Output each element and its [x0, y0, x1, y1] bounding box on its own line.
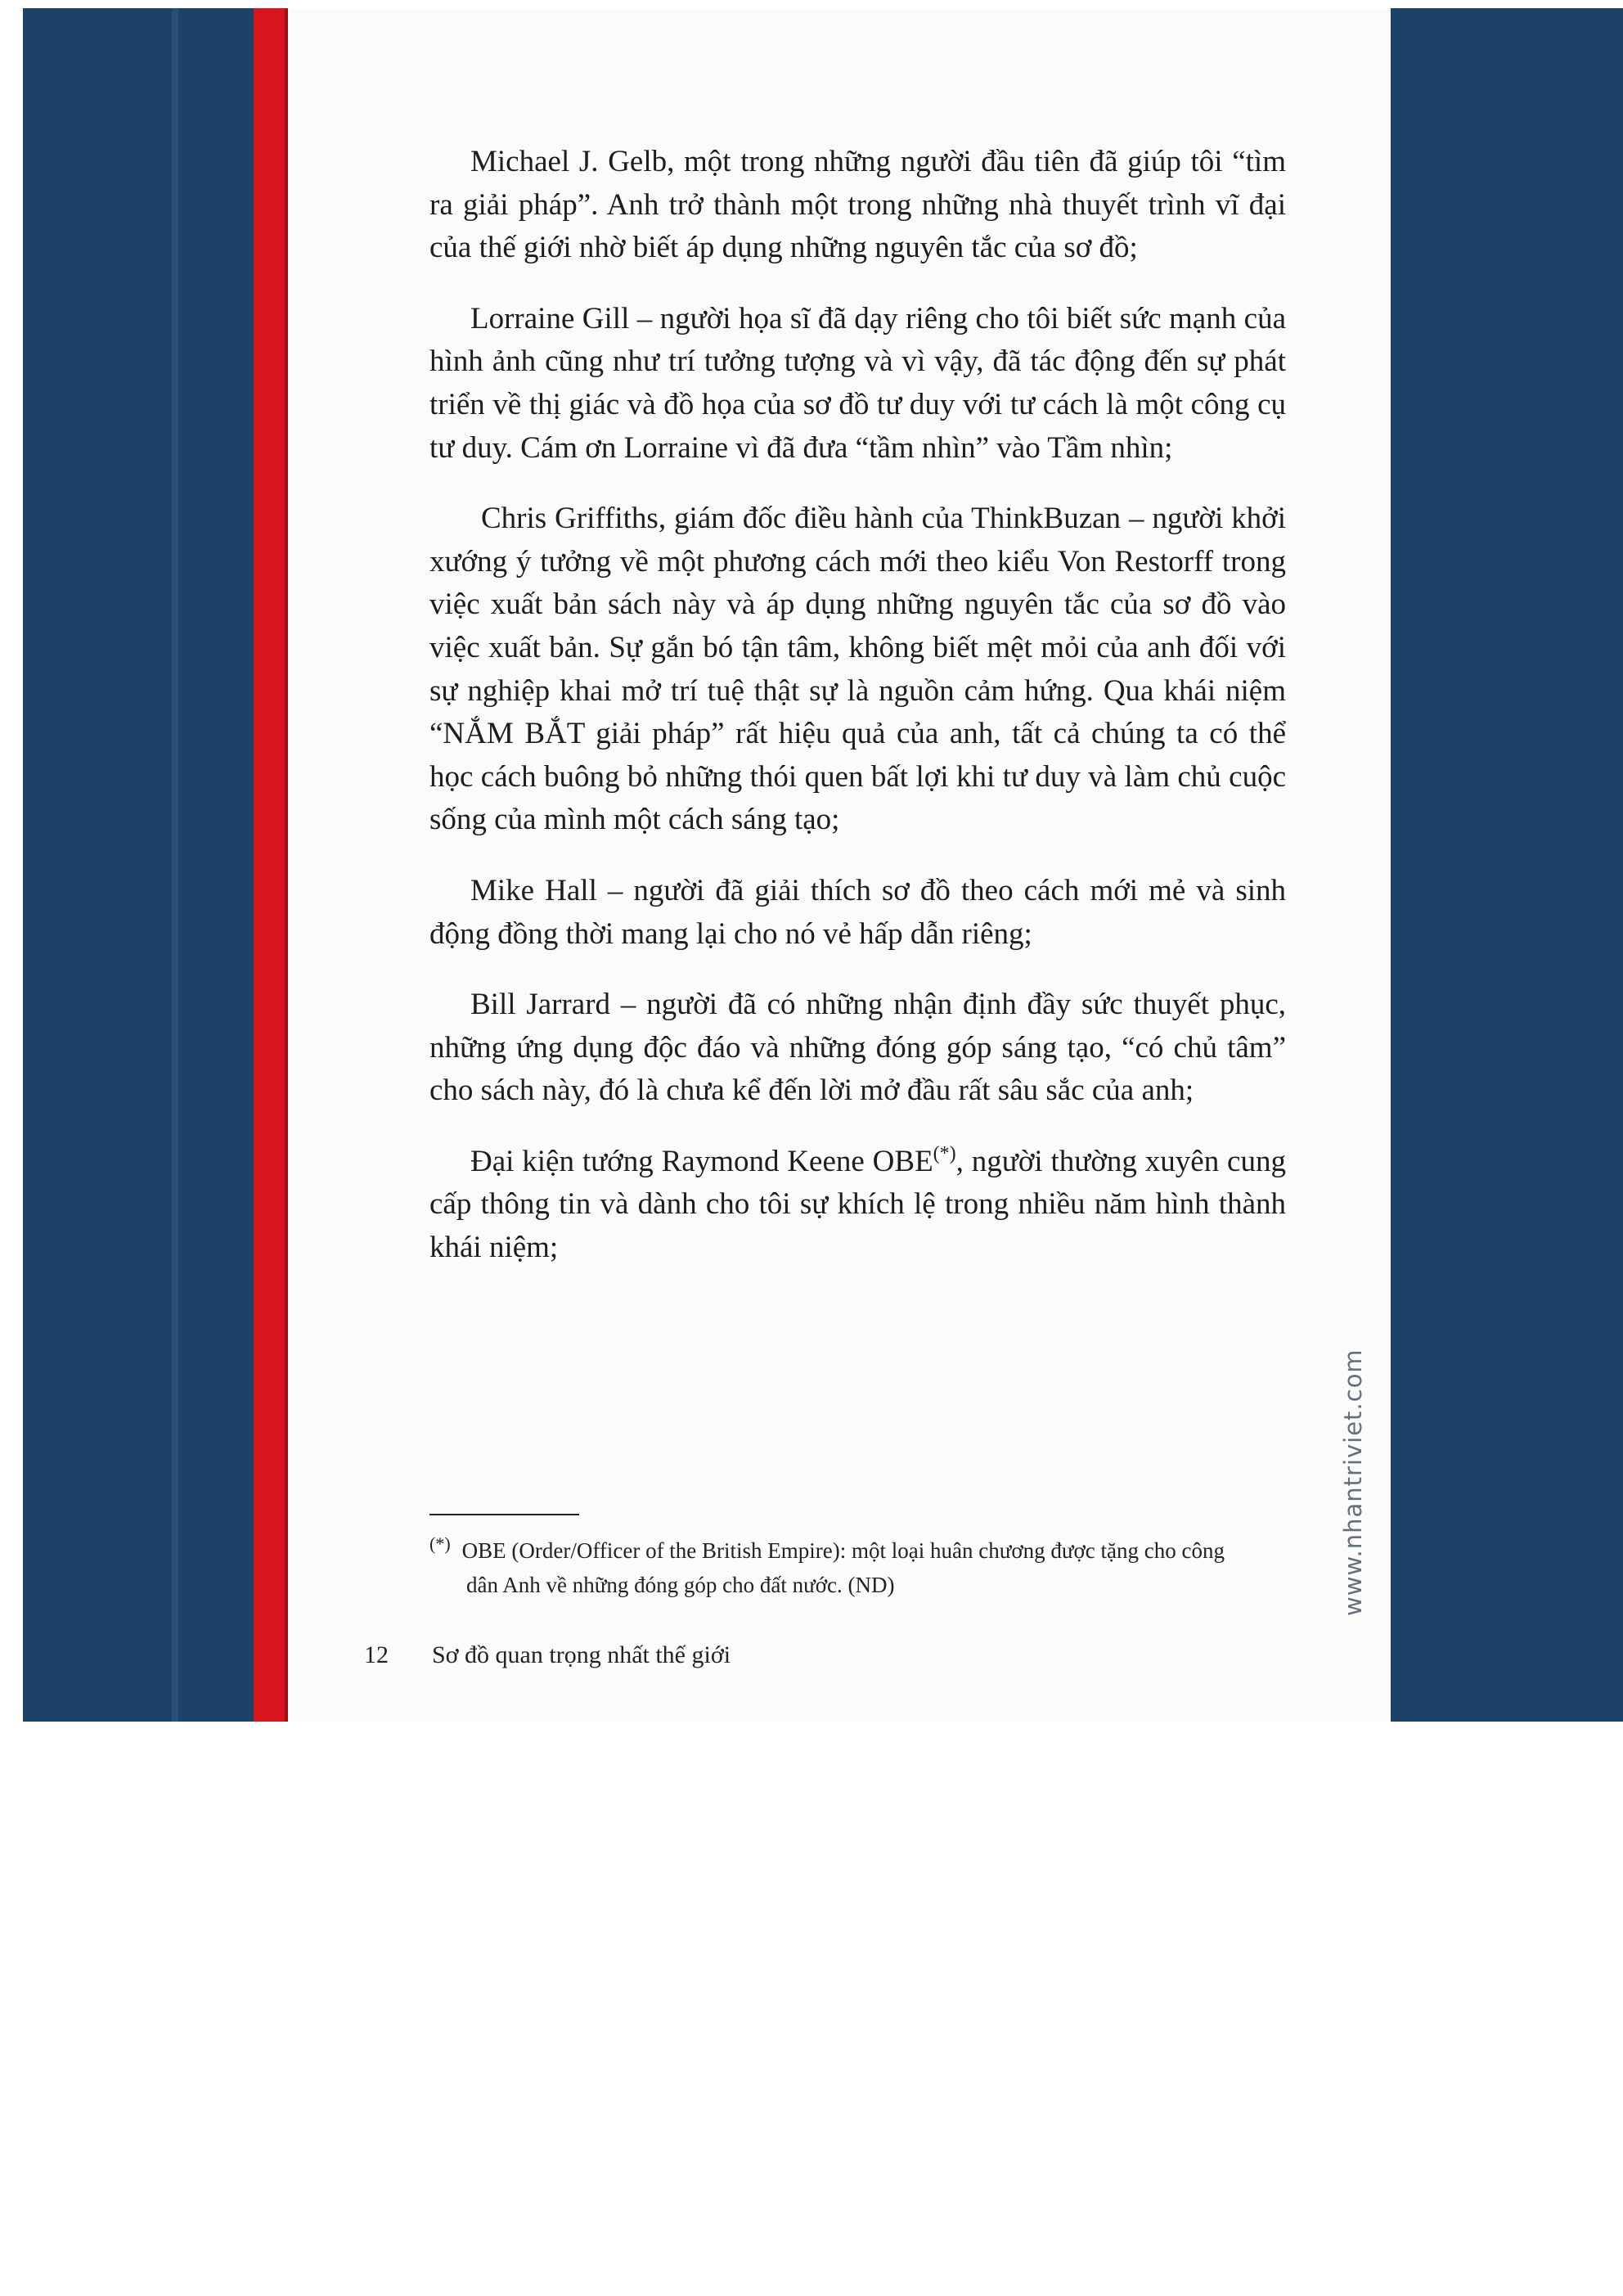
footnote-line-2: dân Anh về những đóng góp cho đất nước. (ND)	[466, 1573, 895, 1597]
red-spine-stripe	[254, 8, 285, 1722]
footnote-mark: (*)	[429, 1533, 451, 1554]
scanned-book-page	[23, 8, 1623, 1722]
publisher-watermark: www.nhantriviet.com	[1339, 1348, 1367, 1616]
right-cover-band	[1391, 8, 1623, 1722]
paragraph-gelb: Michael J. Gelb, một trong những người đầu tiên đã giúp tôi “tìm ra giải pháp”. Anh trở thành một trong những nhà thuyết trình vĩ đại của thế giới nhờ biết áp dụng những nguyên tắc của sơ đồ;	[429, 145, 1286, 265]
footnote-rule	[429, 1514, 579, 1515]
footnote-line-1	[429, 1527, 1286, 1568]
page-number: 12	[364, 1641, 389, 1668]
paragraph-hall: Mike Hall – người đã giải thích sơ đồ theo cách mới mẻ và sinh động đồng thời mang lại cho nó vẻ hấp dẫn riêng;	[429, 873, 1286, 951]
acknowledgements-text	[429, 141, 1286, 1298]
page-footer	[364, 1641, 731, 1669]
footnote-text-1: OBE (Order/Officer of the British Empire): một loại huân chương được tặng cho công	[461, 1538, 1225, 1563]
left-cover-fold	[172, 8, 178, 1722]
paragraph-gill: Lorraine Gill – người họa sĩ đã dạy riêng cho tôi biết sức mạnh của hình ảnh cũng như trí tưởng tượng và vì vậy, đã tác động đến sự phát triển về thị giác và đồ họa của sơ đồ tư duy với tư cách là một công cụ tư duy. Cám ơn Lorraine vì đã đưa “tầm nhìn” vào Tầm nhìn;	[429, 301, 1286, 465]
keene-text-start: Đại kiện tướng Raymond Keene OBE	[470, 1144, 933, 1178]
footnote-reference: (*)	[933, 1142, 956, 1164]
paragraph-griffiths: Chris Griffiths, giám đốc điều hành của ThinkBuzan – người khởi xướng ý tưởng về một phương cách mới theo kiểu Von Restorff trong việc xuất bản sách này và áp dụng những nguyên tắc của sơ đồ vào việc xuất bản. Sự gắn bó tận tâm, không biết mệt mỏi của anh đối với sự nghiệp khai mở trí tuệ thật sự là nguồn cảm hứng. Qua khái niệm “NẮM BẮT giải pháp” rất hiệu quả của anh, tất cả chúng ta có thể học cách buông bỏ những thói quen bất lợi khi tư duy và làm chủ cuộc sống của mình một cách sáng tạo;	[429, 502, 1286, 837]
running-title: Sơ đồ quan trọng nhất thế giới	[432, 1641, 731, 1668]
footnote	[429, 1527, 1286, 1602]
left-cover-band	[23, 8, 254, 1722]
keene-text-end: , người thường xuyên cung cấp thông tin và dành cho tôi sự khích lệ trong nhiều năm hình thành khái niệm;	[429, 1144, 1286, 1265]
book-page	[288, 8, 1391, 1722]
paragraph-jarrard: Bill Jarrard – người đã có những nhận định đầy sức thuyết phục, những ứng dụng độc đáo và những đóng góp sáng tạo, “có chủ tâm” cho sách này, đó là chưa kể đến lời mở đầu rất sâu sắc của anh;	[429, 988, 1286, 1108]
paragraph-keene	[429, 1141, 1286, 1270]
